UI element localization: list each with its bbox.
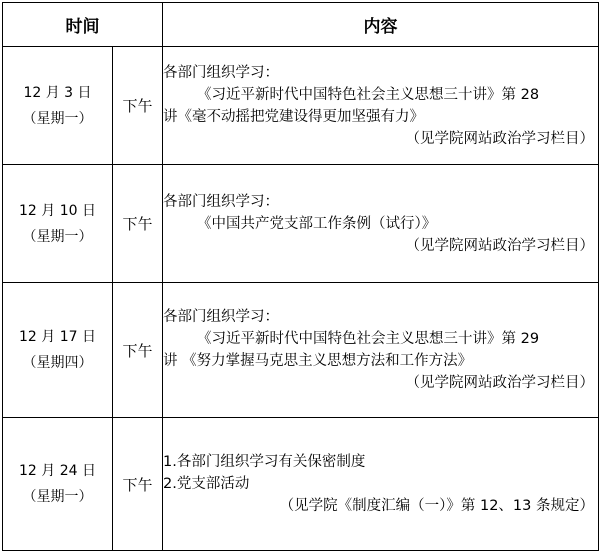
table-row — [3, 418, 599, 551]
content-line: 《习近平新时代中国特色社会主义思想三十讲》第 29 — [197, 331, 540, 347]
content-line: 讲 《努力掌握马克思主义思想方法和工作方法》 — [163, 353, 473, 369]
date-text: 12 月 17 日 — [19, 329, 96, 345]
content-line: 讲《毫不动摇把党建设得更加坚强有力》 — [163, 108, 424, 125]
content-line: 1.各部门组织学习有关保密制度 — [163, 454, 366, 470]
content-cell — [163, 283, 599, 418]
content-line: 《中国共产党支部工作条例（试行）》 — [197, 215, 437, 232]
weekday-text: （星期一） — [22, 228, 93, 245]
weekday-text: （星期四） — [22, 355, 93, 371]
content-line: 各部门组织学习： — [163, 64, 279, 81]
date-cell — [3, 165, 113, 283]
header-row — [3, 3, 599, 47]
content-line: （见学院网站政治学习栏目） — [405, 375, 594, 391]
table-row — [3, 283, 599, 418]
content-line: 2.党支部活动 — [163, 476, 250, 492]
weekday-text: （星期一） — [22, 110, 93, 127]
content-line: 《习近平新时代中国特色社会主义思想三十讲》第 28 — [197, 86, 540, 103]
period-cell: 下午 — [113, 47, 163, 165]
content-line: 各部门组织学习： — [163, 309, 279, 325]
content-line: （见学院网站政治学习栏目） — [405, 237, 594, 254]
time-header: 时间 — [3, 3, 163, 47]
table-row — [3, 165, 599, 283]
content-line: （见学院网站政治学习栏目） — [405, 130, 594, 147]
schedule-table — [2, 2, 599, 551]
weekday-text: （星期一） — [22, 489, 93, 505]
period-cell: 下午 — [113, 165, 163, 283]
content-cell — [163, 165, 599, 283]
content-cell — [163, 47, 599, 165]
date-cell — [3, 283, 113, 418]
date-text: 12 月 10 日 — [19, 202, 96, 219]
table-row — [3, 47, 599, 165]
date-cell — [3, 47, 113, 165]
period-cell: 下午 — [113, 283, 163, 418]
content-line: 各部门组织学习： — [163, 193, 279, 210]
date-cell — [3, 418, 113, 551]
period-cell: 下午 — [113, 418, 163, 551]
content-header: 内容 — [163, 3, 599, 47]
date-text: 12 月 24 日 — [19, 463, 96, 479]
content-cell — [163, 418, 599, 551]
content-line: （见学院《制度汇编（一）》第 12、13 条规定） — [279, 498, 594, 514]
date-text: 12 月 3 日 — [23, 84, 92, 101]
